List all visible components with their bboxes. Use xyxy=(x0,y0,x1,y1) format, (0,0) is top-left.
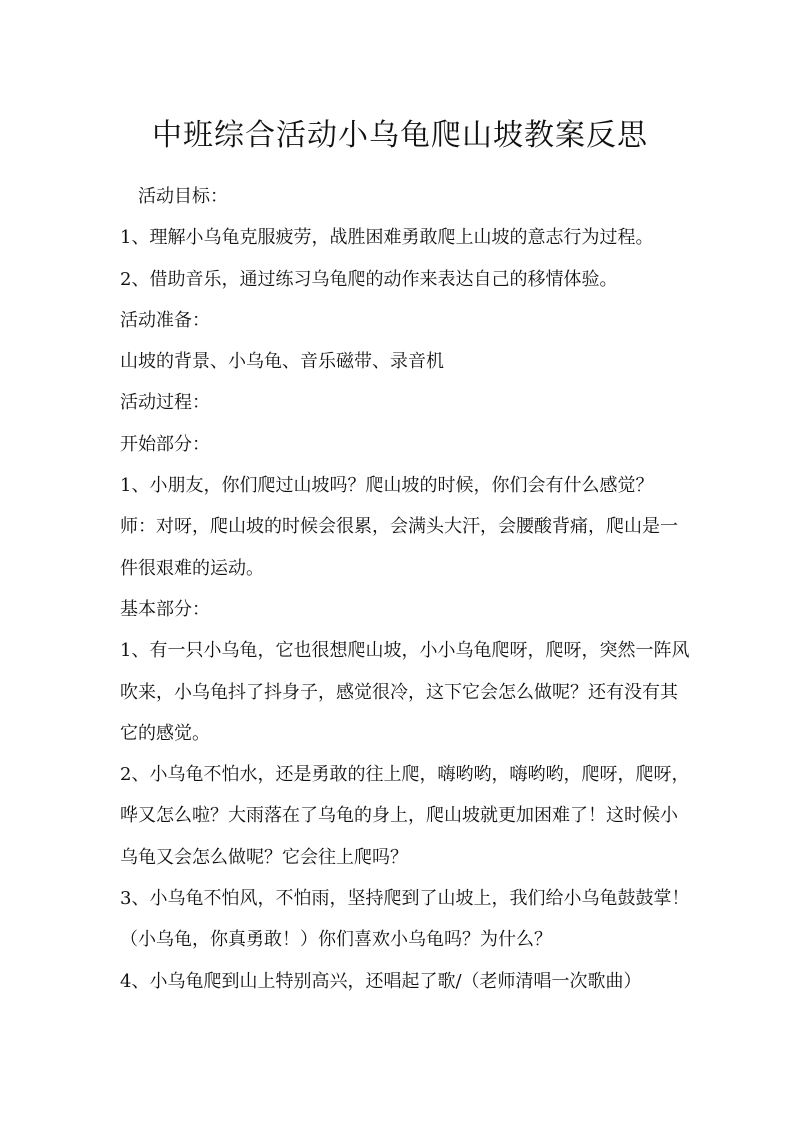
paragraph-goal-2: 2、借助音乐，通过练习乌龟爬的动作来表达自己的移情体验。 xyxy=(120,268,618,290)
document-title: 中班综合活动小乌龟爬山坡教案反思 xyxy=(152,118,648,153)
paragraph-basic-3: 3、小乌龟不怕风，不怕雨，坚持爬到了山坡上，我们给小乌龟鼓鼓掌！（小乌龟，你真勇敢！）你们喜欢小乌龟吗？为什么？ xyxy=(120,888,690,951)
document-body xyxy=(120,176,690,1002)
paragraph-opening-1: 1、小朋友，你们爬过山坡吗？爬山坡的时候，你们会有什么感觉？ xyxy=(120,475,654,497)
paragraph-goals-heading: 活动目标： xyxy=(138,186,228,207)
paragraph-process-heading: 活动过程： xyxy=(120,392,210,414)
paragraph-basic-heading: 基本部分： xyxy=(120,598,210,620)
paragraph-basic-2: 2、小乌龟不怕水，还是勇敢的往上爬，嗨哟哟，嗨哟哟，爬呀，爬呀，哗又怎么啦？大雨落在了乌龟的身上，爬山坡就更加困难了！这时候小乌龟又会怎么做呢？它会往上爬吗？ xyxy=(120,764,690,868)
paragraph-opening-heading: 开始部分： xyxy=(120,433,210,455)
paragraph-preparation-items: 山坡的背景、小乌龟、音乐磁带、录音机 xyxy=(120,351,444,373)
paragraph-basic-4: 4、小乌龟爬到山上特别高兴，还唱起了歌/（老师清唱一次歌曲） xyxy=(120,970,642,992)
paragraph-teacher-remark: 师：对呀，爬山坡的时候会很累，会满头大汗，会腰酸背痛，爬山是一件很艰难的运动。 xyxy=(120,516,678,579)
paragraph-preparation-heading: 活动准备： xyxy=(120,309,210,331)
paragraph-goal-1: 1、理解小乌龟克服疲劳，战胜困难勇敢爬上山坡的意志行为过程。 xyxy=(120,227,654,249)
paragraph-basic-1: 1、有一只小乌龟，它也很想爬山坡，小小乌龟爬呀，爬呀，突然一阵风吹来，小乌龟抖了抖身子，感觉很冷，这下它会怎么做呢？还有没有其它的感觉。 xyxy=(120,640,690,744)
